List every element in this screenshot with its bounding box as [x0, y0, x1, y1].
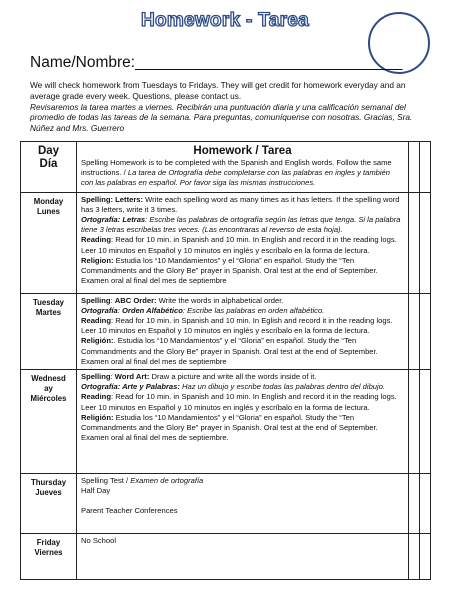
table-header-row — [21, 142, 431, 193]
day-header-en: Day — [37, 145, 60, 157]
homework-cell-wednesday — [77, 370, 409, 474]
monday-religion-label: Religion: — [81, 255, 114, 265]
name-line: _______________________________ — [135, 54, 403, 71]
check-cell[interactable] — [420, 534, 431, 580]
wednesday-spelling-activity: Word Art: — [114, 372, 150, 382]
table-row-thursday — [21, 474, 431, 534]
check-cell[interactable] — [420, 142, 431, 193]
thursday-conferences: Parent Teacher Conferences — [81, 506, 178, 516]
day-header — [21, 142, 77, 193]
name-field[interactable] — [30, 54, 402, 72]
intro-english: We will check homework from Tuesdays to Fridays. They will get credit for homework everyday and an average grade every week. Questions, please contact us. — [30, 80, 406, 101]
day-header-es: Día — [39, 158, 58, 170]
homework-header-note-es: La tarea de Ortografía debe completarse con las palabras en ingles y también con las palabras en español. Por favor siga las mismas instrucciones. — [81, 168, 390, 188]
thursday-spelling-test-es: Examen de ortografía — [130, 476, 204, 486]
check-cell[interactable] — [409, 293, 420, 369]
wednesday-ortografia-text: Haz un dibujo y escribe todas las palabras dentro del dibujo. — [179, 382, 386, 392]
homework-cell-friday — [77, 534, 409, 580]
wednesday-reading-label: Reading — [81, 392, 111, 402]
homework-header-note-en: Spelling Homework is to be completed with the Spanish and English words. Follow the same instructions. / — [81, 158, 392, 178]
wednesday-religion-text: Estudia los “10 Mandamientos” y el “Gloria” en español. Study the “Ten Commandments and the Glory Be” prayer in Spanish. Oral test at the end of September. Examen oral al final del mes de septiembre. — [81, 412, 378, 443]
wednesday-spelling — [81, 372, 405, 382]
homework-header — [77, 142, 409, 193]
wednesday-ortografia — [81, 382, 405, 392]
day-thursday-en: Thursday — [30, 478, 67, 488]
monday-ortografia-label: Ortografía: Letras — [81, 215, 146, 225]
tuesday-religion-label: Religión: — [81, 336, 114, 346]
tuesday-spelling — [81, 296, 405, 306]
thursday-spelling-test — [81, 476, 405, 486]
page-title: Homework - Tarea — [140, 10, 310, 31]
check-cell[interactable] — [409, 474, 420, 534]
thursday-half-day: Half Day — [81, 486, 111, 496]
homework-table — [20, 141, 431, 580]
day-cell-tuesday — [21, 293, 77, 369]
day-wednesday-en-b: ay — [44, 384, 53, 394]
monday-ortografia-text: : Escribe las palabras de ortografía según las letras que tenga. Si la palabra tiene 3 letras escríbelas tres veces. (Las encontraras al reverso de esta hoja). — [81, 215, 401, 235]
check-cell[interactable] — [409, 370, 420, 474]
homework-cell-monday — [77, 192, 409, 293]
monday-reading — [81, 235, 405, 255]
day-cell-friday — [21, 534, 77, 580]
check-cell[interactable] — [409, 534, 420, 580]
tuesday-spelling-activity: ABC Order: — [114, 295, 157, 305]
check-cell[interactable] — [420, 370, 431, 474]
tuesday-ortografia-activity: Orden Alfabético — [121, 305, 183, 315]
wednesday-religion-label: Religión: — [81, 412, 114, 422]
monday-spelling — [81, 195, 405, 215]
day-monday-es: Lunes — [37, 206, 60, 216]
table-row-tuesday — [21, 293, 431, 369]
tuesday-reading — [81, 316, 405, 336]
wednesday-spelling-sep: : — [110, 372, 115, 382]
wednesday-ortografia-label: Ortografía: Arte y Palabras: — [81, 382, 180, 392]
tuesday-spelling-sep: : — [110, 295, 115, 305]
tuesday-spelling-text: Write the words in alphabetical order. — [156, 295, 284, 305]
check-cell[interactable] — [409, 192, 420, 293]
homework-header-title: Homework / Tarea — [193, 145, 292, 157]
tuesday-reading-label: Reading — [81, 316, 111, 326]
intro-paragraph — [30, 80, 430, 134]
monday-ortografia — [81, 215, 405, 235]
thursday-spelling-test-en: Spelling Test / — [81, 476, 131, 486]
tuesday-religion — [81, 336, 405, 367]
check-cell[interactable] — [420, 474, 431, 534]
day-monday-en: Monday — [33, 196, 64, 206]
monday-spelling-label: Spelling: Letters: — [81, 194, 144, 204]
day-tuesday-es: Martes — [35, 307, 62, 317]
tuesday-religion-text: . Estudia los “10 Mandamientos” y el “Gloria” en español. Study the “Ten Commandments and the Glory Be” prayer in Spanish. Oral test at the end of September. Examen oral al final del mes de septiembre — [81, 336, 378, 366]
wednesday-reading-text: : Read for 10 min. in Spanish and 10 min. In English and record it in the reading logs. Leer 10 minutos en Español y 10 minutos en inglés y escríbalo en la forma de lectura. — [81, 392, 397, 412]
day-wednesday-es: Miércoles — [30, 394, 67, 404]
table-row-friday — [21, 534, 431, 580]
day-tuesday-en: Tuesday — [32, 297, 65, 307]
wednesday-religion — [81, 413, 405, 444]
tuesday-ortografia-text: : Escribe las palabras en orden alfabético. — [182, 305, 325, 315]
monday-reading-label: Reading — [81, 235, 111, 245]
table-row-monday — [21, 192, 431, 293]
monday-spelling-text: Write each spelling word as many times as it has letters. If the spelling word has 3 letters, write it 3 times. — [81, 194, 400, 214]
wednesday-spelling-text: Draw a picture and write all the words inside of it. — [149, 372, 317, 382]
monday-religion-text: Estudia los “10 Mandamientos” y el “Gloria” en español. Study the “Ten Commandments and the Glory Be” prayer in Spanish. Oral test at the end of September. Examen oral al final del mes de septiembre — [81, 255, 378, 286]
day-friday-es: Viernes — [34, 548, 63, 558]
day-cell-thursday — [21, 474, 77, 534]
tuesday-ortografia-sep: : — [117, 305, 122, 315]
homework-header-note — [81, 158, 404, 189]
day-thursday-es: Jueves — [35, 488, 62, 498]
check-cell[interactable] — [409, 142, 420, 193]
intro-spanish: Revisaremos la tarea martes a viernes. Recibirán una puntuación diaria y una calificación semanal del promedio de todas las tareas de la semana. Para preguntas, comuníquense con nosotras. Gracias, Sra. Núñez and Mrs. Guerrero — [30, 101, 413, 134]
monday-religion — [81, 256, 405, 287]
day-cell-wednesday — [21, 370, 77, 474]
check-cell[interactable] — [420, 293, 431, 369]
tuesday-ortografia-label: Ortografía — [81, 305, 118, 315]
table-row-wednesday — [21, 370, 431, 474]
wednesday-spelling-label: Spelling — [81, 372, 111, 382]
spacer — [81, 496, 405, 506]
friday-no-school: No School — [81, 536, 117, 546]
day-cell-monday — [21, 192, 77, 293]
name-label: Name/Nombre: — [30, 54, 136, 71]
tuesday-reading-text: : Read for 10 min. in Spanish and 10 min. In Eglish and record it in the reading logs. Leer 10 minutos en Español y 10 minutos en inglés y escríbalo en la forma de lectura. — [81, 316, 393, 336]
tuesday-spelling-label: Spelling — [81, 295, 111, 305]
wednesday-reading — [81, 392, 405, 412]
check-cell[interactable] — [420, 192, 431, 293]
day-wednesday-en-a: Wednesd — [31, 374, 66, 384]
tuesday-ortografia — [81, 306, 405, 316]
monday-reading-text: : Read for 10 min. in Spanish and 10 min. In English and record it in the reading logs. Leer 10 minutos en Español y 10 minutos en inglés y escríbalo en la forma de lectura. — [81, 235, 397, 255]
homework-cell-tuesday — [77, 293, 409, 369]
homework-cell-thursday — [77, 474, 409, 534]
day-friday-en: Friday — [36, 538, 61, 548]
